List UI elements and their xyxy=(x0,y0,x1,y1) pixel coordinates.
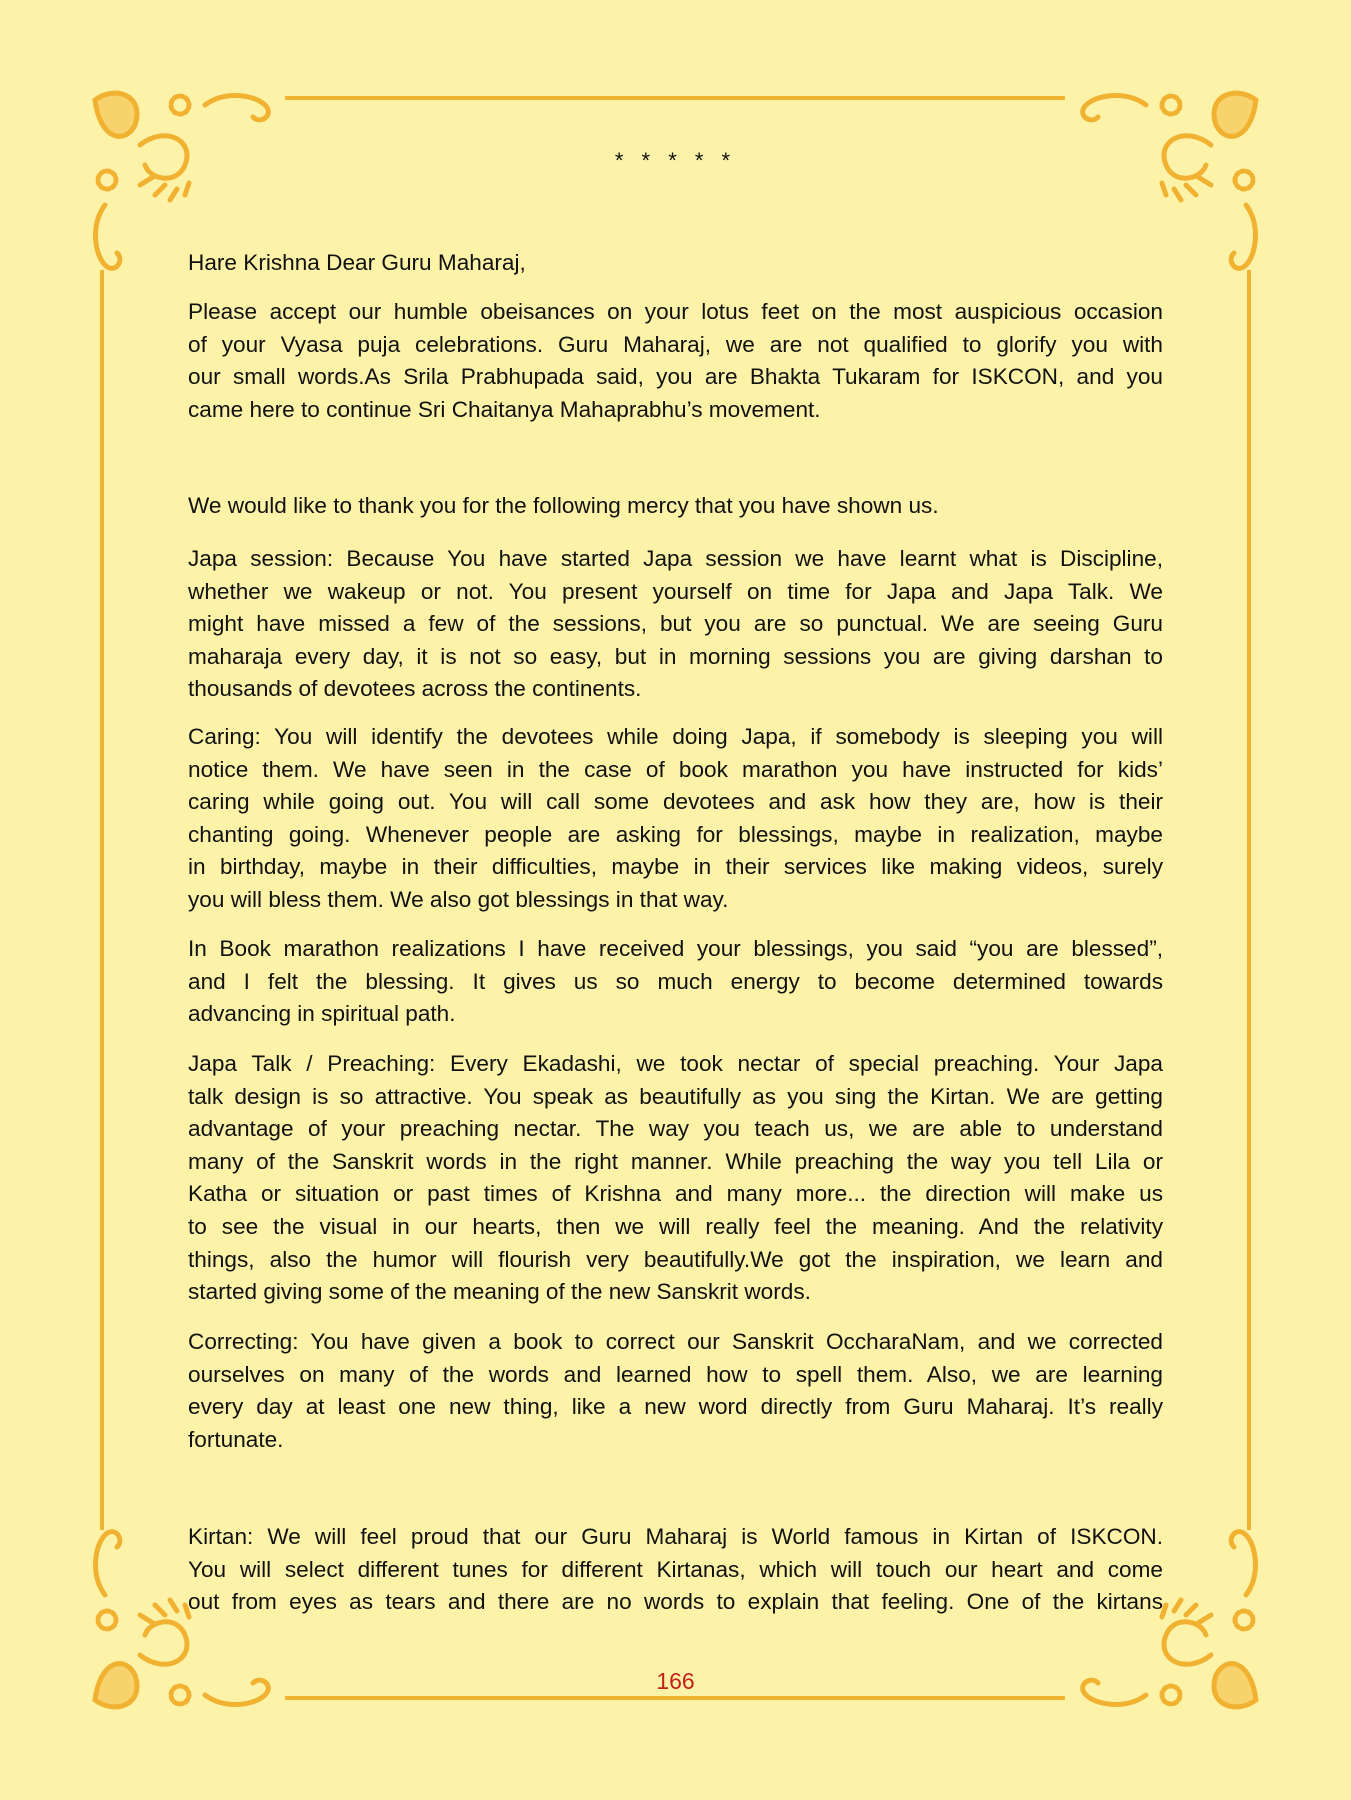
text-line: started giving some of the meaning of the new Sanskrit words. xyxy=(188,1279,811,1305)
text-line: chanting going. Whenever people are asking for blessings, maybe in realization, maybe xyxy=(188,821,1163,847)
border-bottom xyxy=(285,1696,1065,1700)
paragraph xyxy=(188,1521,1163,1619)
text-line: every day at least one new thing, like a new word directly from Guru Maharaj. It’s really xyxy=(188,1394,1163,1420)
text-line: might have missed a few of the sessions, but you are so punctual. We are seeing Guru xyxy=(188,611,1163,637)
text-line: We would like to thank you for the following mercy that you have shown us. xyxy=(188,493,939,518)
text-line: notice them. We have seen in the case of book marathon you have instructed for kids’ xyxy=(188,756,1163,782)
paragraph xyxy=(188,296,1163,426)
text-line: advantage of your preaching nectar. The way you teach us, we are able to understand xyxy=(188,1116,1163,1142)
border-right xyxy=(1247,270,1251,1530)
salutation xyxy=(188,247,1163,280)
text-line: Japa Talk / Preaching: Every Ekadashi, we took nectar of special preaching. Your Japa xyxy=(188,1051,1163,1076)
text-line: you will bless them. We also got blessings in that way. xyxy=(188,886,729,912)
text-line: Correcting: You have given a book to correct our Sanskrit OccharaNam, and we corrected xyxy=(188,1329,1163,1354)
border-left xyxy=(100,270,104,1530)
text-line: whether we wakeup or not. You present yourself on time for Japa and Japa Talk. We xyxy=(188,578,1163,604)
text-line: things, also the humor will flourish very beautifully.We got the inspiration, we learn and xyxy=(188,1246,1163,1272)
text-line: Caring: You will identify the devotees while doing Japa, if somebody is sleeping you will xyxy=(188,724,1163,749)
paragraph xyxy=(188,933,1163,1031)
text-line: to see the visual in our hearts, then we will really feel the meaning. And the relativity xyxy=(188,1213,1163,1239)
text-line: maharaja every day, it is not so easy, but in morning sessions you are giving darshan to xyxy=(188,643,1163,669)
text-line: our small words.As Srila Prabhupada said, you are Bhakta Tukaram for ISKCON, and you xyxy=(188,364,1163,390)
text-line: Katha or situation or past times of Krishna and many more... the direction will make us xyxy=(188,1181,1163,1207)
text-line: ourselves on many of the words and learned how to spell them. Also, we are learning xyxy=(188,1361,1163,1387)
text-line: out from eyes as tears and there are no words to explain that feeling. One of the kirtans xyxy=(188,1589,1163,1615)
section-separator: * * * * * xyxy=(614,148,737,173)
text-line: talk design is so attractive. You speak as beautifully as you sing the Kirtan. We are getting xyxy=(188,1083,1163,1109)
page-number: 166 xyxy=(656,1668,695,1694)
text-line: Hare Krishna Dear Guru Maharaj, xyxy=(188,250,526,275)
text-line: and I felt the blessing. It gives us so much energy to become determined towards xyxy=(188,968,1163,994)
text-line: caring while going out. You will call some devotees and ask how they are, how is their xyxy=(188,789,1163,815)
text-line: fortunate. xyxy=(188,1426,284,1452)
text-line: In Book marathon realizations I have received your blessings, you said “you are blessed”, xyxy=(188,936,1163,961)
paragraph xyxy=(188,543,1163,706)
text-line: Japa session: Because You have started Japa session we have learnt what is Discipline, xyxy=(188,546,1163,571)
text-line: of your Vyasa puja celebrations. Guru Maharaj, we are not qualified to glorify you with xyxy=(188,331,1163,357)
border-top xyxy=(285,96,1065,100)
text-line: Please accept our humble obeisances on your lotus feet on the most auspicious occasion xyxy=(188,299,1163,324)
paragraph xyxy=(188,721,1163,917)
text-line: many of the Sanskrit words in the right manner. While preaching the way you tell Lila or xyxy=(188,1148,1163,1174)
paragraph xyxy=(188,1048,1163,1309)
text-line: advancing in spiritual path. xyxy=(188,1001,456,1027)
text-line: Kirtan: We will feel proud that our Guru Maharaj is World famous in Kirtan of ISKCON. xyxy=(188,1524,1163,1549)
text-line: thousands of devotees across the continents. xyxy=(188,676,642,702)
text-line: came here to continue Sri Chaitanya Mahaprabhu’s movement. xyxy=(188,396,821,422)
paragraph xyxy=(188,1326,1163,1456)
paragraph xyxy=(188,490,1163,523)
text-line: in birthday, maybe in their difficulties, maybe in their services like making videos, surely xyxy=(188,854,1163,880)
text-line: You will select different tunes for different Kirtanas, which will touch our heart and come xyxy=(188,1556,1163,1582)
